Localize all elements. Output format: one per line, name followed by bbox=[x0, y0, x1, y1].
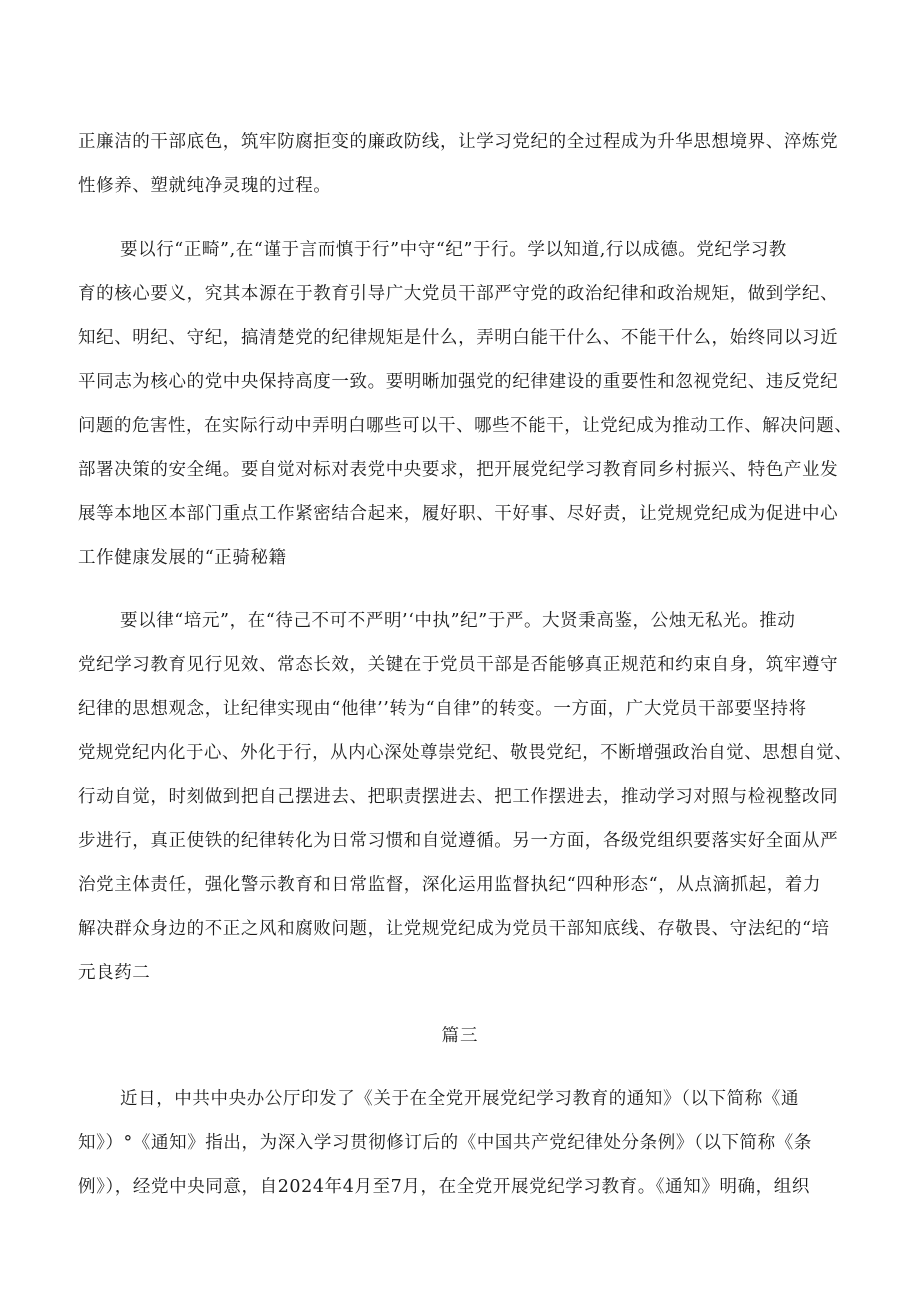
paragraph-3-line-1: 要以律“培元”，在“待己不可不严明’‘中执”纪”于严。大贤秉高鉴，公烛无私光。推动 bbox=[120, 611, 796, 631]
paragraph-3-line-8: 解决群众身边的不正之风和腐败问题，让党规党纪成为党员干部知底线、存敬畏、守法纪的“培 bbox=[78, 919, 830, 939]
paragraph-3-line-3: 纪律的思想观念，让纪律实现由“他律’’转为“自律”的转变。一方面，广大党员干部要坚持将 bbox=[78, 699, 807, 719]
paragraph-1-line-2: 性修养、塑就纯净灵瑰的过程。 bbox=[78, 176, 332, 196]
section-heading: 篇三 bbox=[441, 1026, 479, 1046]
paragraph-4-line-1: 近日，中共中央办公厅印发了《关于在全党开展党纪学习教育的通知》（以下简称《通 bbox=[120, 1089, 800, 1109]
paragraph-2-line-1: 要以行“正畸”,在“谨于言而慎于行”中守“纪”于行。学以知道,行以成德。党纪学习教 bbox=[120, 240, 787, 260]
paragraph-3-line-2: 党纪学习教育见行见效、常态长效，关键在于党员干部是否能够真正规范和约束自身，筑牢遵守 bbox=[78, 655, 839, 675]
paragraph-3-line-5: 行动自觉，时刻做到把自己摆进去、把职责摆进去、把工作摆进去，推动学习对照与检视整改同 bbox=[78, 787, 839, 807]
paragraph-2-line-7: 展等本地区本部门重点工作紧密结合起来，履好职、干好事、尽好责，让党规党纪成为促进中心 bbox=[78, 504, 839, 524]
paragraph-4-line-2: 知》）°《通知》指出，为深入学习贯彻修订后的《中国共产党纪律处分条例》（以下简称《条 bbox=[78, 1133, 812, 1153]
paragraph-3-line-4: 党规党纪内化于心、外化于行，从内心深处尊崇党纪、敬畏党纪，不断增强政治自觉、思想自觉、 bbox=[78, 743, 853, 763]
paragraph-2-line-6: 部署决策的安全绳。要自觉对标对表党中央要求，把开展党纪学习教育同乡村振兴、特色产业发 bbox=[78, 460, 839, 480]
paragraph-4-line-3: 例》），经党中央同意，自2024年4月至7月，在全党开展党纪学习教育。《通知》明确，组织 bbox=[78, 1177, 810, 1197]
paragraph-1-line-1: 正廉洁的干部底色，筑牢防腐拒变的廉政防线，让学习党纪的全过程成为升华思想境界、淬炼党 bbox=[78, 132, 839, 152]
paragraph-2-line-5: 问题的危害性，在实际行动中弄明白哪些可以干、哪些不能干，让党纪成为推动工作、解决问题、 bbox=[78, 416, 853, 436]
paragraph-2-line-4: 平同志为核心的党中央保持高度一致。要明晰加强党的纪律建设的重要性和忽视党纪、违反党纪 bbox=[78, 372, 839, 392]
paragraph-2-line-2: 育的核心要义，究其本源在于教育引导广大党员干部严守党的政治纪律和政治规矩，做到学纪、 bbox=[78, 284, 839, 304]
paragraph-3-line-7: 治党主体责任，强化警示教育和日常监督，深化运用监督执纪“四种形态“，从点滴抓起，着力 bbox=[78, 875, 822, 895]
paragraph-2-line-3: 知纪、明纪、守纪，搞清楚党的纪律规矩是什么，弄明白能干什么、不能干什么，始终同以习近 bbox=[78, 328, 839, 348]
paragraph-2-line-8: 工作健康发展的“正骑秘籍 bbox=[78, 548, 287, 568]
paragraph-3-line-9: 元良药二 bbox=[78, 963, 151, 983]
paragraph-3-line-6: 步进行，真正使铁的纪律转化为日常习惯和自觉遵循。另一方面，各级党组织要落实好全面从严 bbox=[78, 831, 839, 851]
